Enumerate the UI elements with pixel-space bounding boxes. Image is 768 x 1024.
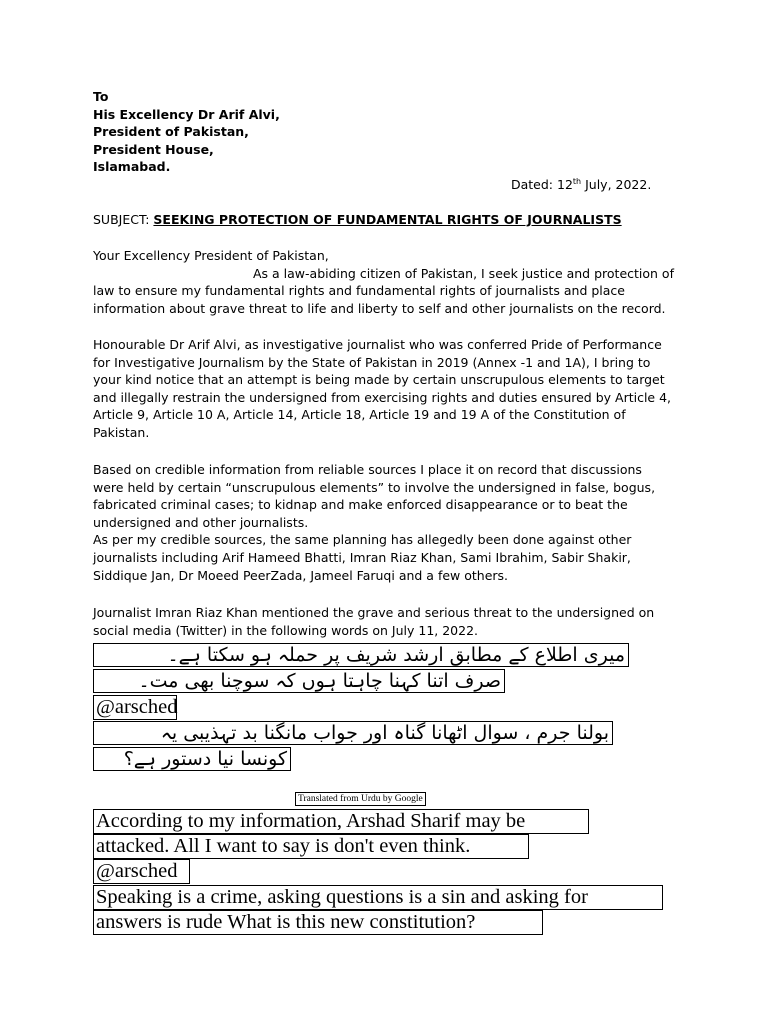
para2-line: and illegally restrain the undersigned from exercising rights and duties ensured by Article 4, — [93, 389, 672, 405]
para1-line: information about grave threat to life and liberty to self and other journalists on the record. — [93, 300, 666, 316]
translation-caption: Translated from Urdu by Google — [295, 792, 426, 806]
recipient-address — [93, 88, 280, 176]
para3-line: were held by certain “unscrupulous elements” to involve the undersigned in false, bogus, — [93, 479, 656, 495]
para3-line: fabricated criminal cases; to kidnap and make enforced disappearance or to beat the — [93, 497, 628, 513]
para2-line: Honourable Dr Arif Alvi, as investigative journalist who was conferred Pride of Performance — [93, 337, 662, 352]
subject-line — [93, 212, 622, 227]
english-tweet-line-4: answers is rude What is this new constitution? — [93, 910, 543, 935]
para3-line: Based on credible information from reliable sources I place it on record that discussions — [93, 462, 642, 477]
para2-line: for Investigative Journalism by the State of Pakistan in 2019 (Annex -1 and 1A), I bring to — [93, 354, 651, 370]
urdu-tweet-line-4: کونسا نیا دستور ہے؟ — [93, 747, 291, 771]
para2-line: Pakistan. — [93, 424, 150, 440]
para3-line: journalists including Arif Hameed Bhatti, Imran Riaz Khan, Sami Ibrahim, Sabir Shakir, — [93, 549, 631, 565]
urdu-tweet-line-3: بولنا جرم ، سوال اٹھانا گناہ اور جواب مانگنا بد تہذیبی یہ — [93, 721, 613, 745]
salutation: Your Excellency President of Pakistan, — [93, 248, 329, 263]
paragraph-4 — [93, 604, 678, 639]
english-tweet-handle: @arsched — [93, 859, 190, 884]
english-tweet-line-2: attacked. All I want to say is don't even think. — [93, 834, 529, 859]
english-tweet-line-3: Speaking is a crime, asking questions is a sin and asking for — [93, 885, 663, 910]
para2-line: Article 9, Article 10 A, Article 14, Article 18, Article 19 and 19 A of the Constitution of — [93, 407, 626, 423]
subject-text: SEEKING PROTECTION OF FUNDAMENTAL RIGHTS OF JOURNALISTS — [153, 212, 622, 227]
para4-line: social media (Twitter) in the following words on July 11, 2022. — [93, 622, 479, 638]
address-line-4: Islamabad. — [93, 159, 171, 175]
para3-line: As per my credible sources, the same planning has allegedly been done against other — [93, 532, 632, 548]
address-to: To — [93, 89, 109, 104]
english-tweet-line-1: According to my information, Arshad Sharif may be — [93, 809, 589, 834]
urdu-tweet-line-2: صرف اتنا کہنا چاہتا ہوں کہ سوچنا بھی مت۔ — [93, 669, 505, 693]
date-ordinal: th — [572, 177, 582, 186]
para2-line: your kind notice that an attempt is being made by certain unscrupulous elements to target — [93, 372, 665, 388]
para3-line: Siddique Jan, Dr Moeed PeerZada, Jameel Faruqi and a few others. — [93, 567, 509, 583]
urdu-tweet-handle: @arsched — [93, 695, 177, 720]
address-line-1: His Excellency Dr Arif Alvi, — [93, 106, 280, 122]
para1-line: As a law-abiding citizen of Pakistan, I seek justice and protection of — [253, 265, 674, 281]
paragraph-1 — [93, 247, 678, 317]
letter-date — [511, 177, 651, 192]
para3-line: undersigned and other journalists. — [93, 514, 309, 530]
para4-line: Journalist Imran Riaz Khan mentioned the grave and serious threat to the undersigned on — [93, 605, 655, 620]
date-rest: July, 2022. — [581, 177, 652, 193]
para1-line: law to ensure my fundamental rights and fundamental rights of journalists and place — [93, 283, 625, 299]
address-line-3: President House, — [93, 141, 214, 157]
address-line-2: President of Pakistan, — [93, 124, 249, 140]
paragraph-2 — [93, 336, 678, 442]
date-prefix: Dated: 12 — [511, 177, 573, 193]
paragraph-3 — [93, 461, 678, 584]
subject-label: SUBJECT: — [93, 212, 154, 227]
urdu-tweet-line-1: میری اطلاع کے مطابق ارشد شریف پر حملہ ہو سکتا ہے۔ — [93, 643, 629, 667]
